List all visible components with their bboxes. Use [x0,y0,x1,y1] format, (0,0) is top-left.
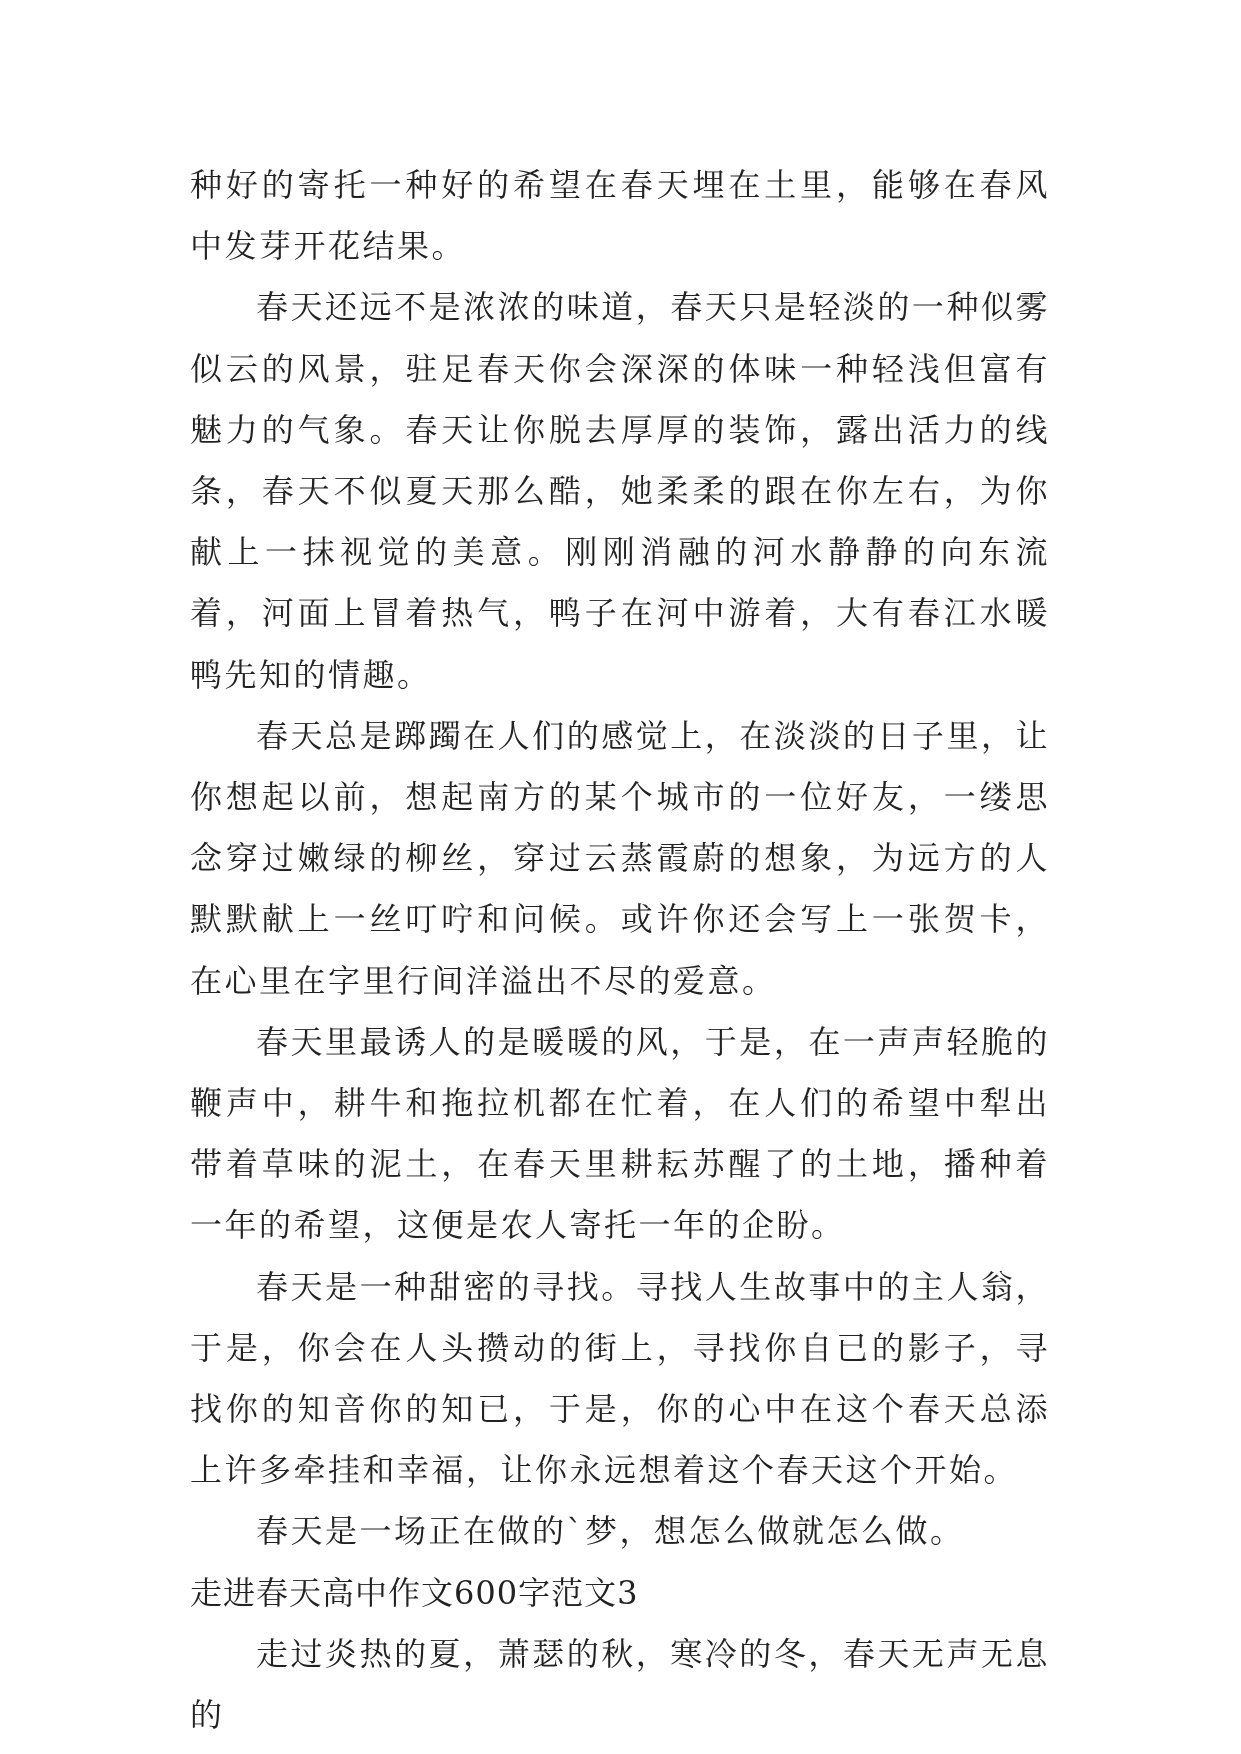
paragraph-5: 春天是一种甜密的寻找。寻找人生故事中的主人翁，于是，你会在人头攒动的街上，寻找你自已的影子，寻找你的知音你的知已，于是，你的心中在这个春天总添上许多牵挂和幸福，让你永远想着这个春天这个开始。 [190,1267,1050,1490]
paragraph-4: 春天里最诱人的是暖暖的风，于是，在一声声轻脆的鞭声中，耕牛和拖拉机都在忙着，在人们的希望中犁出带着草味的泥土，在春天里耕耘苏醒了的土地，播种着一年的希望，这便是农人寄托一年的企盼。 [190,1022,1050,1245]
section-heading: 走进春天高中作文600字范文3 [190,1573,639,1612]
paragraph-6: 春天是一场正在做的`梦，想怎么做就怎么做。 [256,1512,965,1551]
paragraph-2: 春天还远不是浓浓的味道，春天只是轻淡的一种似雾似云的风景，驻足春天你会深深的体味一种轻浅但富有魅力的气象。春天让你脱去厚厚的装饰，露出活力的线条，春天不似夏天那么酷，她柔柔的跟在你左右，为你献上一抹视觉的美意。刚刚消融的河水静静的向东流着，河面上冒着热气，鸭子在河中游着，大有春江水暖鸭先知的情趣。 [190,288,1050,694]
document-body [190,155,1050,1746]
paragraph-1: 种好的寄托一种好的希望在春天埋在土里，能够在春风中发芽开花结果。 [190,166,1050,266]
paragraph-7: 走过炎热的夏，萧瑟的秋，寒冷的冬，春天无声无息的 [190,1634,1050,1735]
paragraph-3: 春天总是踯躅在人们的感觉上，在淡淡的日子里，让你想起以前，想起南方的某个城市的一位好友，一缕思念穿过嫩绿的柳丝，穿过云蒸霞蔚的想象，为远方的人默默献上一丝叮咛和问候。或许你还会写上一张贺卡，在心里在字里行间洋溢出不尽的爱意。 [190,716,1050,1000]
